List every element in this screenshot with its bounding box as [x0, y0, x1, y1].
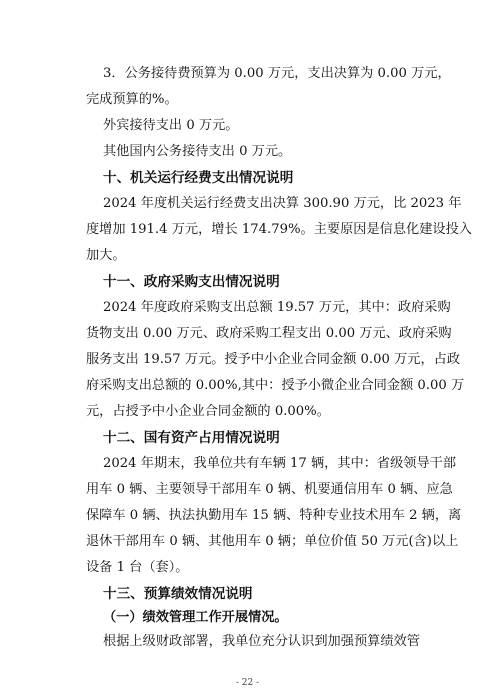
section-heading: 十、机关运行经费支出情况说明	[103, 170, 294, 186]
paragraph-line: 外宾接待支出 0 万元。	[103, 118, 239, 133]
paragraph-line: 其他国内公务接待支出 0 万元。	[103, 144, 292, 159]
section-heading: 十一、政府采购支出情况说明	[103, 274, 280, 290]
paragraph-line: 元，占授予中小企业合同金额的 0.00%。	[86, 404, 330, 419]
paragraph-line: 2024 年度机关运行经费支出决算 300.90 万元，比 2023 年	[103, 196, 462, 211]
paragraph-line: 用车 0 辆、主要领导干部用车 0 辆、机要通信用车 0 辆、应急	[86, 482, 453, 497]
paragraph-line: 3．公务接待费预算为 0.00 万元，支出决算为 0.00 万元，	[103, 66, 451, 81]
section-heading: 十三、预算绩效情况说明	[103, 586, 253, 602]
paragraph-line: 根据上级财政部署，我单位充分认识到加强预算绩效管	[103, 634, 420, 649]
paragraph-line: 完成预算的%。	[86, 92, 178, 107]
paragraph-line: 2024 年度政府采购支出总额 19.57 万元，其中：政府采购	[103, 300, 451, 315]
paragraph-line: 退休干部用车 0 辆、其他用车 0 辆；单位价值 50 万元(含)以上	[86, 534, 459, 549]
paragraph-line: 府采购支出总额的 0.00%,其中：授予小微企业合同金额 0.00 万	[86, 378, 465, 393]
subsection-heading: （一）绩效管理工作开展情况。	[103, 610, 288, 625]
paragraph-line: 2024 年期末，我单位共有车辆 17 辆，其中：省级领导干部	[103, 456, 457, 471]
paragraph-line: 度增加 191.4 万元，增长 174.79%。主要原因是信息化建设投入	[86, 222, 472, 237]
paragraph-line: 货物支出 0.00 万元、政府采购工程支出 0.00 万元、政府采购	[86, 326, 452, 341]
section-heading: 十二、国有资产占用情况说明	[103, 430, 280, 446]
page-number: - 22 -	[235, 678, 260, 688]
paragraph-line: 保障车 0 辆、执法执勤用车 15 辆、特种专业技术用车 2 辆，离	[86, 508, 462, 523]
paragraph-line: 设备 1 台（套）。	[86, 560, 189, 575]
paragraph-line: 服务支出 19.57 万元。授予中小企业合同金额 0.00 万元，占政	[86, 352, 461, 367]
paragraph-line: 加大。	[86, 248, 126, 263]
